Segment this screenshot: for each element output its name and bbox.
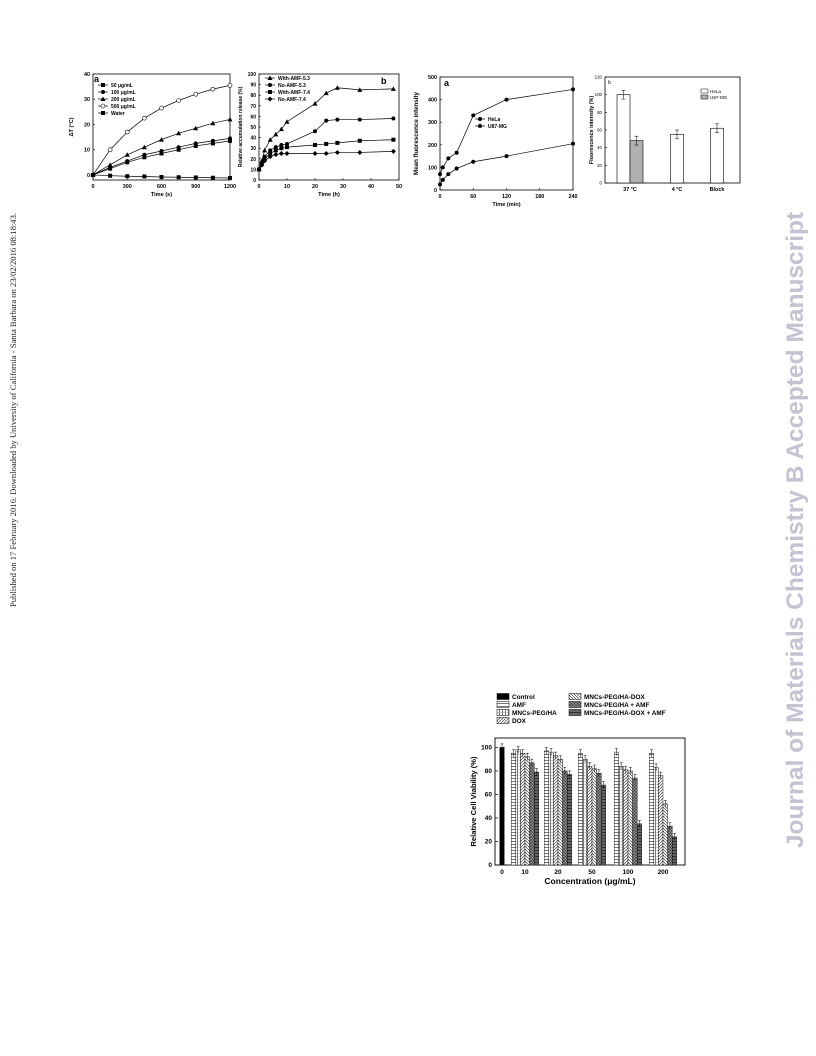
bar [663,804,668,865]
y-tick-label: 0 [253,178,256,184]
bar [563,771,568,865]
bar [534,772,539,865]
bar [500,747,505,865]
x-tick-label: 4 °C [671,187,683,193]
data-point [177,99,181,103]
data-point [313,151,318,156]
y-tick-label: 40 [84,72,90,78]
data-point [446,172,450,176]
data-point [357,150,362,155]
y-tick-label: 80 [484,768,492,776]
data-point [159,137,164,142]
legend-label: MNCs-PEG/HA [512,710,557,717]
data-point [335,150,340,155]
x-axis-title: Time (min) [492,202,521,208]
y-tick-label: 30 [250,146,256,153]
legend-label: MNCs-PEG/HA-DOX + AMF [584,710,666,717]
x-tick-label: 50 [588,869,596,876]
bar [617,95,630,183]
y-axis-title: Relative Cell Viability (%) [469,756,478,847]
data-point [194,141,198,145]
bar [671,134,684,183]
data-point [285,151,290,156]
series-line [440,144,573,185]
data-point [478,124,482,128]
x-tick-label: 200 [657,869,669,876]
data-point [335,85,340,90]
legend-label: 500 μg/mL [111,104,136,110]
data-point [228,117,233,122]
legend-label: 100 μg/mL [111,90,136,96]
legend-swatch [569,710,581,716]
y-tick-label: 20 [597,162,602,168]
y-tick-label: 60 [597,127,602,133]
bar [511,753,516,865]
bar [649,753,654,865]
bar [601,785,606,865]
bar [530,763,535,865]
x-axis-title: Time (h) [318,192,340,198]
legend-label: U87-MG [710,95,728,100]
data-point [125,130,129,134]
x-tick-label: 0 [91,184,95,190]
panel-label: a [444,78,450,88]
x-tick-label: 1200 [224,184,236,190]
legend-swatch [497,694,509,700]
bar [558,759,563,865]
y-tick-label: 60 [250,114,256,121]
x-tick-label: 120 [502,194,511,200]
bar [567,774,572,865]
bar [592,769,597,865]
data-point [279,146,283,150]
data-point [455,167,459,171]
data-point [505,154,509,158]
y-tick-label: 200 [428,142,437,149]
cellular-uptake-chart [410,72,585,208]
y-tick-label: 0 [599,180,602,186]
uptake-inhibition-chart [585,72,750,202]
data-point [324,119,328,123]
bar [578,753,583,865]
data-point [335,118,339,122]
drug-release-chart [235,65,405,200]
legend-label: AMF [512,702,526,709]
data-point [142,116,146,120]
bar [597,773,602,865]
data-point [142,153,146,157]
data-point [101,104,105,108]
data-point [91,173,95,177]
x-tick-label: 100 [622,869,634,876]
x-tick-label: 240 [568,194,578,200]
x-tick-label: 0 [257,184,261,190]
data-point [177,145,181,149]
data-point [108,174,112,178]
data-point [273,152,278,157]
x-tick-label: 0 [500,869,504,876]
bar [633,778,638,865]
heating-curves-chart [60,65,235,200]
x-tick-label: Block [709,187,725,193]
bar [525,757,530,865]
legend-label: With-AMF-5.3 [278,76,310,82]
y-tick-label: 20 [84,122,90,129]
bar [637,824,642,865]
x-tick-label: 10 [521,869,529,876]
legend-label: MNCs-PEG/HA + AMF [584,702,650,709]
series-line [440,89,573,174]
y-tick-label: 10 [250,167,256,174]
y-tick-label: 300 [428,120,437,127]
bar [623,770,628,865]
data-point [101,90,105,94]
data-point [505,98,509,102]
y-tick-label: 40 [484,815,492,823]
legend-label: No-AMF-7.4 [278,97,306,103]
y-tick-label: 10 [84,147,90,154]
bar [711,128,724,183]
y-tick-label: 50 [250,125,256,131]
series-line [93,119,230,175]
y-axis-title: Fluorescence intensity (%) [589,95,595,165]
bar [549,752,554,865]
data-point [142,145,147,150]
bar [668,826,673,865]
data-point [125,159,129,163]
panel-label: b [381,76,387,86]
data-point [441,178,445,182]
data-point [101,111,105,115]
legend-label: 200 μg/mL [111,97,136,103]
y-axis-title: Relative accumulation release (%) [238,86,244,168]
legend-swatch [569,702,581,708]
bar [520,753,525,865]
bar [630,141,643,183]
x-tick-label: 0 [438,194,442,200]
data-point [438,182,442,186]
y-tick-label: 90 [250,82,256,89]
y-tick-label: 80 [250,93,256,100]
x-tick-label: 20 [554,869,562,876]
data-point [391,138,395,142]
panel-label: b [608,80,611,86]
data-point [228,136,232,140]
data-point [324,142,328,146]
data-point [324,151,329,156]
data-point [438,172,442,176]
data-point [455,151,459,155]
data-point [194,175,198,179]
data-point [211,176,215,180]
y-tick-label: 100 [594,92,602,98]
data-point [125,174,129,178]
x-tick-label: 900 [191,184,201,190]
data-point [274,148,278,152]
data-point [391,117,395,121]
bar [672,837,677,865]
bar [553,756,558,865]
legend-label: DOX [512,718,526,725]
data-point [391,149,396,154]
y-axis-title: ΔT (°C) [69,117,75,137]
legend-label: Water [111,111,125,117]
data-point [313,143,317,147]
x-tick-label: 10 [284,184,290,190]
data-point [177,175,181,179]
download-watermark: Published on 17 February 2016. Downloaded by University of California - Santa Barbara on 23/02/2016 08:18:43. [8,212,18,608]
data-point [228,176,232,180]
bar [516,750,521,865]
y-tick-label: 80 [597,109,602,115]
y-tick-label: 0 [488,862,492,870]
data-point [478,117,482,121]
data-point [262,148,267,153]
x-tick-label: 20 [312,184,318,190]
bar [654,767,659,865]
y-tick-label: 60 [484,791,492,799]
data-point [441,165,445,169]
y-tick-label: 120 [594,74,602,80]
legend-label: 50 μg/mL [111,83,133,89]
y-tick-label: 70 [250,103,256,110]
legend-label: With-AMF-7.4 [278,90,310,96]
legend-swatch [701,89,708,93]
panel-label: a [94,74,100,84]
bar [658,776,663,865]
data-point [313,129,317,133]
journal-watermark: Journal of Materials Chemistry B Accepted Manuscript [782,211,809,849]
y-tick-label: 20 [484,838,492,846]
data-point [471,160,475,164]
legend-label: U87-MG [488,124,507,130]
bar [619,766,624,865]
data-point [571,87,575,91]
y-tick-label: 400 [428,97,437,104]
data-point [101,83,105,87]
y-tick-label: 20 [250,156,256,163]
x-axis-title: Time (s) [150,192,173,198]
y-tick-label: 100 [247,72,256,78]
x-tick-label: 300 [122,184,132,190]
data-point [160,175,164,179]
legend-label: Control [512,694,535,701]
data-point [571,142,575,146]
y-tick-label: 0 [87,172,90,179]
bar [628,771,633,865]
legend-swatch [569,694,581,700]
data-point [268,83,272,87]
data-point [358,139,362,143]
data-point [211,87,215,91]
legend-label: No-AMF-5.3 [278,83,306,89]
data-point [160,149,164,153]
data-point [471,113,475,117]
data-point [228,83,232,87]
bar [583,759,588,865]
y-axis-title: Mean fluorescence intensity [413,92,420,175]
x-tick-label: 30 [340,184,346,190]
y-tick-label: 500 [428,75,437,81]
data-point [335,141,339,145]
data-point [446,156,450,160]
x-tick-label: 60 [470,194,477,200]
data-point [194,92,198,96]
data-point [358,118,362,122]
data-point [142,174,146,178]
legend-swatch [497,718,509,724]
y-tick-label: 40 [250,135,256,142]
y-tick-label: 30 [84,97,90,104]
y-tick-label: 0 [434,188,437,194]
data-point [160,106,164,110]
data-point [268,90,272,94]
legend-label: HeLa [710,89,721,94]
y-tick-label: 100 [481,744,492,752]
bar [544,751,549,865]
x-tick-label: 180 [535,194,545,200]
x-tick-label: 600 [157,184,166,190]
legend-swatch [497,710,509,716]
y-tick-label: 100 [428,165,437,172]
bar [614,752,619,865]
data-point [279,151,284,156]
legend-label: HeLa [488,117,501,123]
x-tick-label: 37 °C [623,187,637,193]
data-point [108,162,113,167]
data-point [211,139,215,143]
x-tick-label: 50 [396,184,402,190]
bar [587,766,592,865]
data-point [108,148,112,152]
plot-frame [440,77,573,190]
x-axis-title: Concentration (μg/mL) [544,876,636,886]
y-tick-label: 40 [597,145,602,151]
data-point [125,152,130,157]
legend-swatch [701,95,708,99]
data-point [285,145,289,149]
cell-viability-chart [465,690,695,895]
data-point [268,97,273,102]
legend-label: MNCs-PEG/HA-DOX [584,694,645,701]
legend-swatch [497,702,509,708]
data-point [324,91,329,96]
x-tick-label: 40 [368,184,374,190]
data-point [285,119,290,124]
